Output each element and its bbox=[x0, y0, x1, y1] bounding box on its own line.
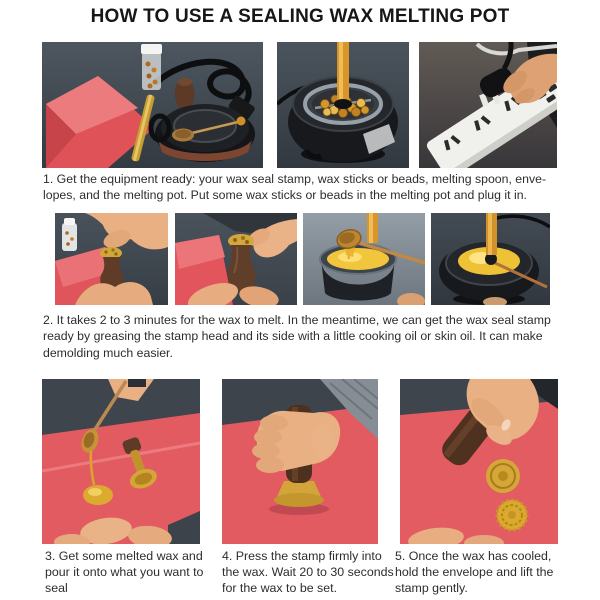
photo-oil-bottle-and-stamp bbox=[55, 213, 168, 305]
page-title: HOW TO USE A SEALING WAX MELTING POT bbox=[90, 6, 510, 27]
photo-pouring-wax bbox=[42, 379, 200, 544]
step-2-line-2: ready by greasing the stamp head and its side with a little cooking oil or skin oil. It can make bbox=[43, 329, 543, 344]
oiling-stamp-illustration bbox=[55, 213, 168, 305]
photo-scooping-melted-wax bbox=[303, 213, 425, 305]
step-5-line-2: hold the envelope and lift the bbox=[395, 565, 554, 580]
photo-melted-wax-in-pot bbox=[431, 213, 550, 305]
photo-wax-beads-in-pot bbox=[277, 42, 409, 168]
beads-in-pot-illustration bbox=[277, 42, 409, 168]
photo-equipment-layout bbox=[42, 42, 263, 168]
photo-row-1 bbox=[42, 42, 557, 168]
photo-plug-into-power-strip bbox=[419, 42, 557, 168]
photo-lifting-stamp bbox=[400, 379, 558, 544]
step-3-line-3: seal bbox=[45, 581, 68, 596]
step-1-line-1: 1. Get the equipment ready: your wax seal stamp, wax sticks or beads, melting spoon, enve- bbox=[43, 172, 547, 186]
melted-pot-illustration bbox=[431, 213, 550, 305]
step-1-line-2: lopes, and the melting pot. Put some wax sticks or beads in the melting pot and plug it in. bbox=[43, 188, 527, 203]
step-4-line-1: 4. Press the stamp firmly into bbox=[222, 549, 382, 563]
step-2-line-1: 2. It takes 2 to 3 minutes for the wax to melt. In the meantime, we can get the wax seal stamp bbox=[43, 313, 551, 327]
step-3-line-2: pour it onto what you want to bbox=[45, 565, 204, 580]
photo-greasing-stamp-head bbox=[175, 213, 297, 305]
step-3-line-1: 3. Get some melted wax and bbox=[45, 549, 203, 563]
lifting-stamp-illustration bbox=[400, 379, 558, 544]
step-4-line-2: the wax. Wait 20 to 30 seconds bbox=[222, 565, 394, 580]
photo-row-2 bbox=[55, 213, 550, 305]
photo-pressing-stamp bbox=[222, 379, 378, 544]
step-4-text bbox=[222, 548, 394, 597]
pressing-stamp-illustration bbox=[222, 379, 378, 544]
pouring-wax-illustration bbox=[42, 379, 200, 544]
step-2-text bbox=[43, 312, 551, 361]
step-5-text bbox=[395, 548, 553, 597]
equipment-illustration bbox=[42, 42, 263, 168]
step-3-text bbox=[45, 548, 203, 597]
plug-in-illustration bbox=[419, 42, 557, 168]
greasing-head-illustration bbox=[175, 213, 297, 305]
step-4-line-3: for the wax to be set. bbox=[222, 581, 338, 596]
photo-row-3 bbox=[42, 379, 558, 544]
step-5-line-3: stamp gently. bbox=[395, 581, 468, 596]
step-5-line-1: 5. Once the wax has cooled, bbox=[395, 549, 552, 563]
scooping-wax-illustration bbox=[303, 213, 425, 305]
step-2-line-3: demolding much easier. bbox=[43, 345, 173, 360]
step-1-text bbox=[43, 171, 546, 204]
